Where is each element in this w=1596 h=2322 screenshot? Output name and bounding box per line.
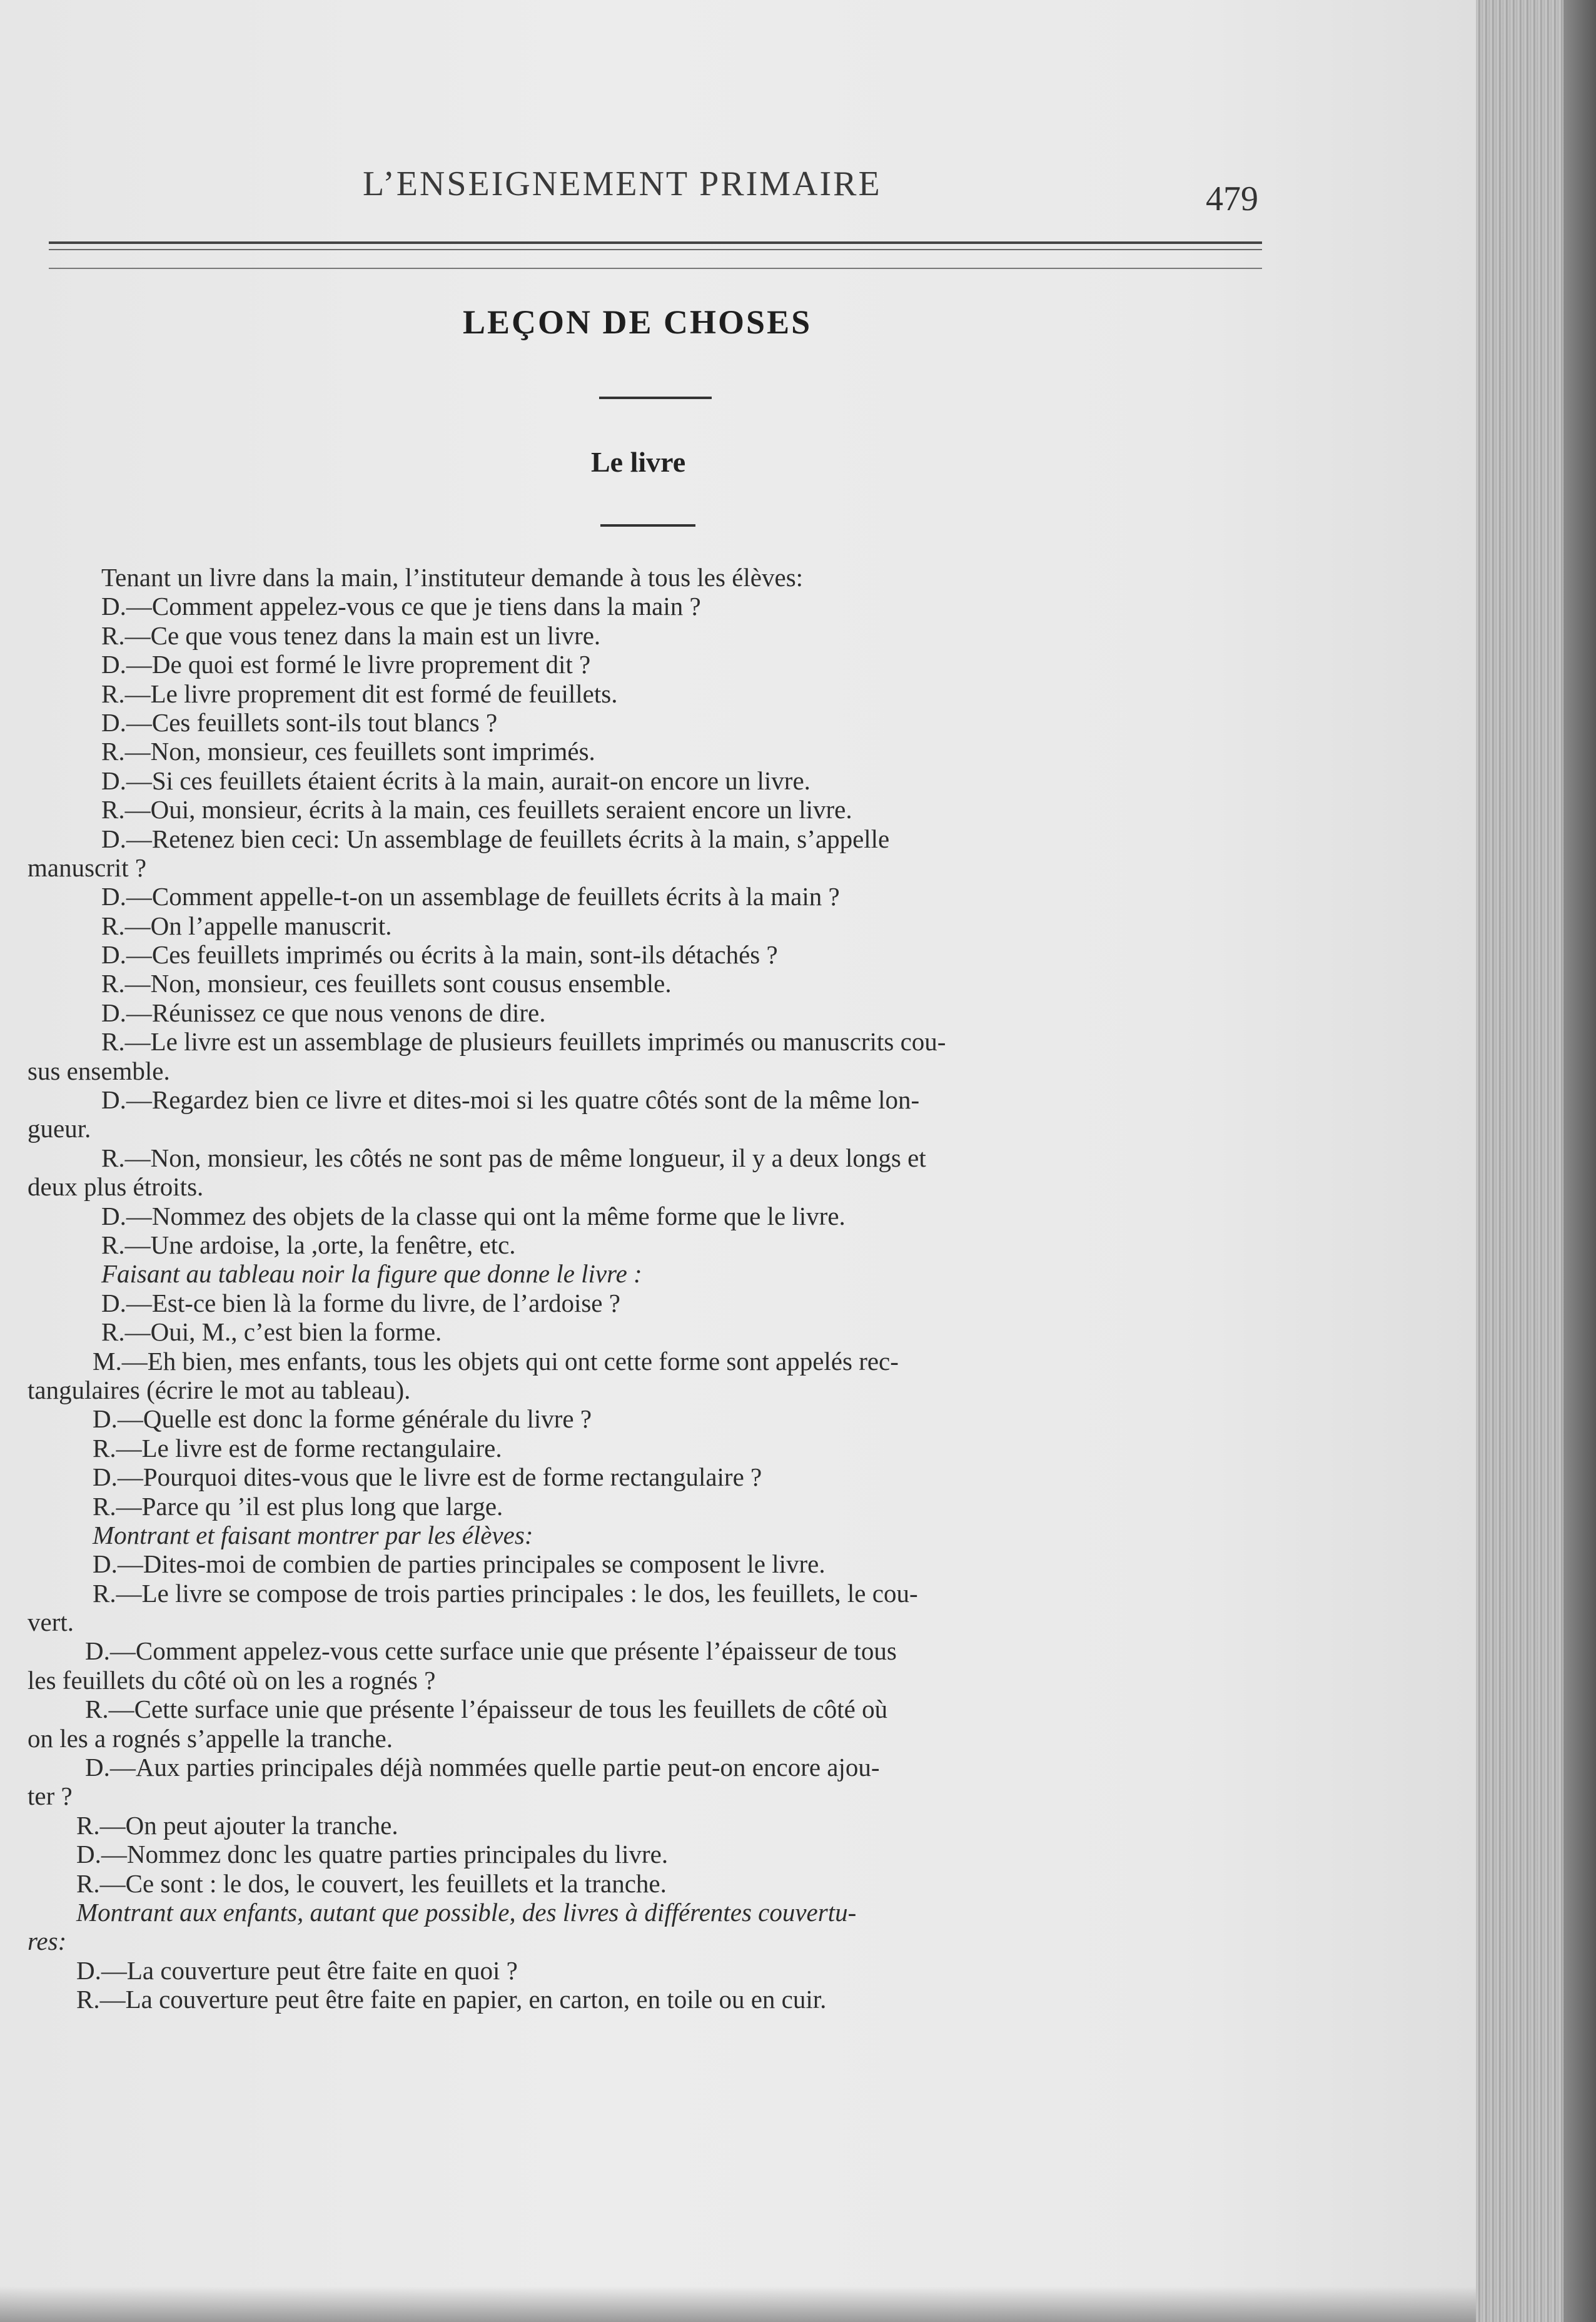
text-line: D.—Comment appelez-vous cette surface unie que présente l’épaisseur de tous	[85, 1636, 897, 1666]
text-line: D.—De quoi est formé le livre proprement dit ?	[101, 650, 591, 679]
text-line: R.—Oui, monsieur, écrits à la main, ces feuillets seraient encore un livre.	[101, 795, 852, 824]
text-line: D.—Ces feuillets sont-ils tout blancs ?	[101, 707, 498, 737]
text-line: D.—Nommez des objets de la classe qui ont la même forme que le livre.	[101, 1201, 846, 1230]
text-line: R.—Non, monsieur, ces feuillets sont cousus ensemble.	[101, 969, 672, 998]
text-line: R.—Non, monsieur, ces feuillets sont imprimés.	[101, 737, 595, 766]
text-line: gueur.	[28, 1114, 91, 1143]
text-line: R.—La couverture peut être faite en papier, en carton, en toile ou en cuir.	[76, 1985, 827, 2014]
text-line: Montrant et faisant montrer par les élèves:	[93, 1520, 533, 1549]
book-spine-edge	[1563, 0, 1596, 2322]
text-line: R.—On l’appelle manuscrit.	[101, 911, 392, 940]
subtitle-divider	[600, 524, 695, 527]
text-line: deux plus étroits.	[28, 1172, 204, 1202]
text-line: res:	[28, 1927, 67, 1956]
text-line: Faisant au tableau noir la figure que donne le livre :	[101, 1259, 642, 1289]
text-line: D.—Est-ce bien là la forme du livre, de l’ardoise ?	[101, 1288, 620, 1317]
text-line: R.—Le livre est un assemblage de plusieurs feuillets imprimés ou manuscrits cou-	[101, 1027, 946, 1057]
text-line: D.—Nommez donc les quatre parties principales du livre.	[76, 1840, 669, 1869]
text-line: R.—Le livre proprement dit est formé de feuillets.	[101, 679, 618, 708]
text-line: D.—Comment appelle-t-on un assemblage de feuillets écrits à la main ?	[101, 882, 840, 911]
text-line: manuscrit ?	[28, 853, 147, 882]
lesson-body	[28, 563, 1260, 2014]
text-line: D.—La couverture peut être faite en quoi ?	[76, 1955, 518, 1985]
title-divider	[599, 397, 712, 399]
text-line: D.—Regardez bien ce livre et dites-moi si les quatre côtés sont de la même lon-	[101, 1085, 920, 1115]
header-rule-thin	[49, 249, 1262, 250]
text-line: R.—Ce que vous tenez dans la main est un livre.	[101, 621, 601, 650]
page-bottom-shadow	[0, 2286, 1476, 2322]
text-line: sus ensemble.	[28, 1056, 170, 1085]
text-line: R.—Ce sont : le dos, le couvert, les feuillets et la tranche.	[76, 1868, 667, 1898]
text-line: R.—On peut ajouter la tranche.	[76, 1810, 398, 1840]
text-line: Tenant un livre dans la main, l’instituteur demande à tous les élèves:	[101, 563, 804, 592]
text-line: D.—Si ces feuillets étaient écrits à la main, aurait-on encore un livre.	[101, 766, 811, 795]
lesson-subtitle: Le livre	[591, 446, 686, 478]
text-line: R.—Cette surface unie que présente l’épaisseur de tous les feuillets de côté où	[85, 1695, 888, 1724]
header-rule-lower	[49, 268, 1262, 269]
text-line: Montrant aux enfants, autant que possible, des livres à différentes couvertu-	[76, 1897, 857, 1927]
text-line: vert.	[28, 1608, 74, 1637]
lesson-title: LEÇON DE CHOSES	[463, 303, 812, 341]
text-line: D.—Aux parties principales déjà nommées quelle partie peut-on encore ajou-	[85, 1753, 880, 1782]
text-line: on les a rognés s’appelle la tranche.	[28, 1723, 393, 1753]
text-line: R.—Parce qu ’il est plus long que large.	[93, 1491, 503, 1521]
text-line: tangulaires (écrire le mot au tableau).	[28, 1375, 411, 1404]
text-line: ter ?	[28, 1782, 73, 1811]
text-line: R.—Oui, M., c’est bien la forme.	[101, 1317, 442, 1347]
text-line: M.—Eh bien, mes enfants, tous les objets qui ont cette forme sont appelés rec-	[93, 1346, 899, 1376]
text-line: D.—Dites-moi de combien de parties principales se composent le livre.	[93, 1549, 826, 1579]
text-line: D.—Comment appelez-vous ce que je tiens dans la main ?	[101, 592, 701, 621]
text-line: D.—Pourquoi dites-vous que le livre est de forme rectangulaire ?	[93, 1463, 762, 1492]
page-number: 479	[1206, 180, 1258, 218]
text-line: D.—Retenez bien ceci: Un assemblage de feuillets écrits à la main, s’appelle	[101, 824, 890, 853]
text-line: D.—Quelle est donc la forme générale du livre ?	[93, 1404, 592, 1434]
text-line: R.—Une ardoise, la ,orte, la fenêtre, etc.	[101, 1230, 516, 1259]
text-line: les feuillets du côté où on les a rognés ?	[28, 1665, 436, 1695]
text-line: R.—Le livre est de forme rectangulaire.	[93, 1433, 502, 1463]
text-line: R.—Non, monsieur, les côtés ne sont pas de même longueur, il y a deux longs et	[101, 1143, 926, 1172]
text-line: D.—Ces feuillets imprimés ou écrits à la main, sont-ils détachés ?	[101, 940, 778, 970]
text-line: R.—Le livre se compose de trois parties principales : le dos, les feuillets, le cou-	[93, 1578, 918, 1608]
header-rule	[49, 241, 1262, 244]
running-head: L’ENSEIGNEMENT PRIMAIRE	[363, 165, 882, 203]
text-line: D.—Réunissez ce que nous venons de dire.	[101, 998, 546, 1027]
